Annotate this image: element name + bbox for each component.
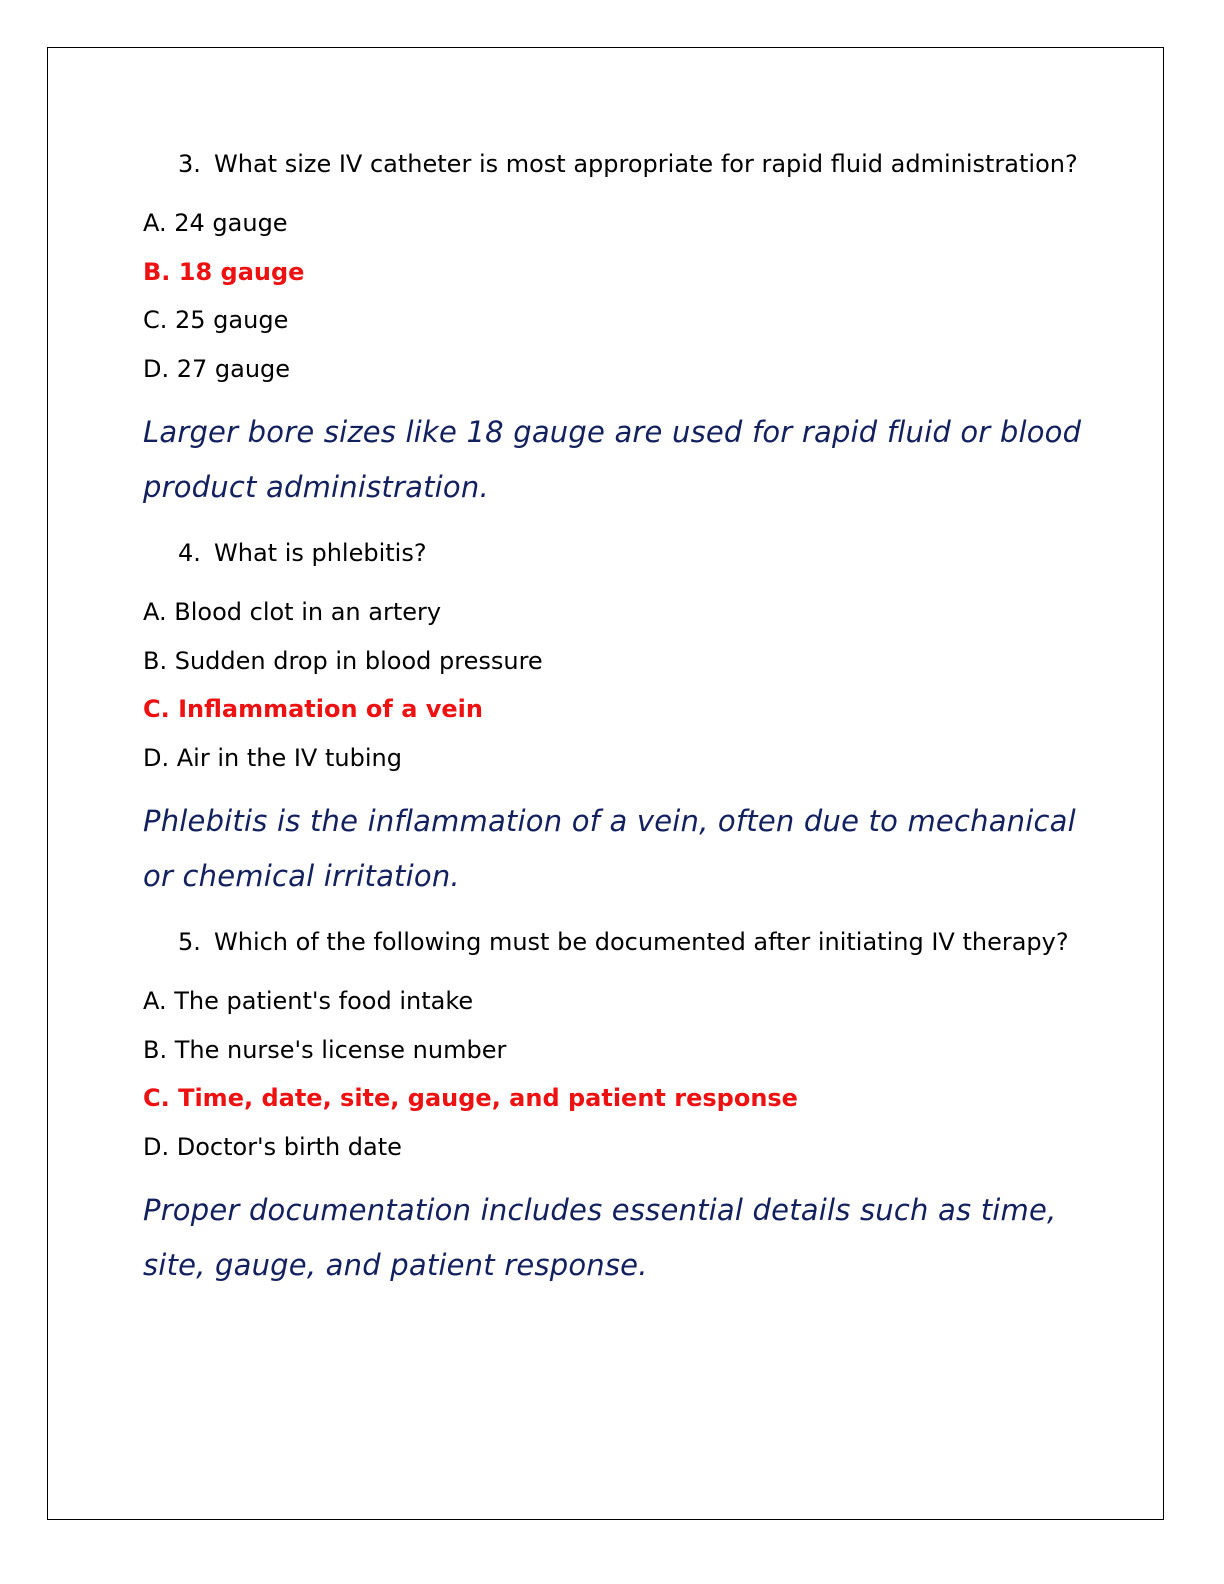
question-text-container: [143, 918, 1103, 967]
question-text: Which of the following must be documented after initiating IV therapy?: [214, 928, 1069, 956]
answer-option: B. The nurse's license number: [143, 1035, 507, 1064]
answer-option: A. 24 gauge: [143, 209, 288, 237]
answer-explanation: Phlebitis is the inflammation of a vein, often due to mechanical or chemical irritation.: [143, 804, 1076, 893]
answer-option: A. Blood clot in an artery: [143, 598, 442, 626]
correct-answer-option: C. Time, date, site, gauge, and patient response: [143, 1084, 798, 1112]
question-text: What size IV catheter is most appropriate for rapid fluid administration?: [214, 150, 1078, 178]
question-block: [143, 918, 1103, 1293]
correct-answer-option: C. Inflammation of a vein: [143, 695, 483, 723]
correct-answer-option: B. 18 gauge: [143, 257, 305, 286]
question-block: [143, 529, 1103, 904]
answer-options: [143, 199, 1103, 393]
answer-explanation: Proper documentation includes essential details such as time, site, gauge, and patient response.: [143, 1193, 1057, 1282]
answer-option: D. 27 gauge: [143, 354, 291, 383]
answer-option: D. Air in the IV tubing: [143, 743, 402, 772]
answer-options: [143, 588, 1103, 782]
answer-option: D. Doctor's birth date: [143, 1132, 402, 1161]
answer-explanation: Larger bore sizes like 18 gauge are used for rapid fluid or blood product administration.: [143, 415, 1082, 504]
question-number: 3.: [178, 150, 201, 178]
quiz-content: [143, 140, 1103, 1307]
question-text-container: [143, 140, 1103, 189]
question-text-container: [143, 529, 1103, 578]
question-text: What is phlebitis?: [214, 539, 427, 567]
answer-option: A. The patient's food intake: [143, 987, 474, 1015]
answer-option: B. Sudden drop in blood pressure: [143, 646, 543, 675]
question-number: 5.: [178, 928, 201, 956]
question-number: 4.: [178, 539, 201, 567]
answer-options: [143, 977, 1103, 1171]
question-block: [143, 140, 1103, 515]
answer-option: C. 25 gauge: [143, 306, 289, 334]
